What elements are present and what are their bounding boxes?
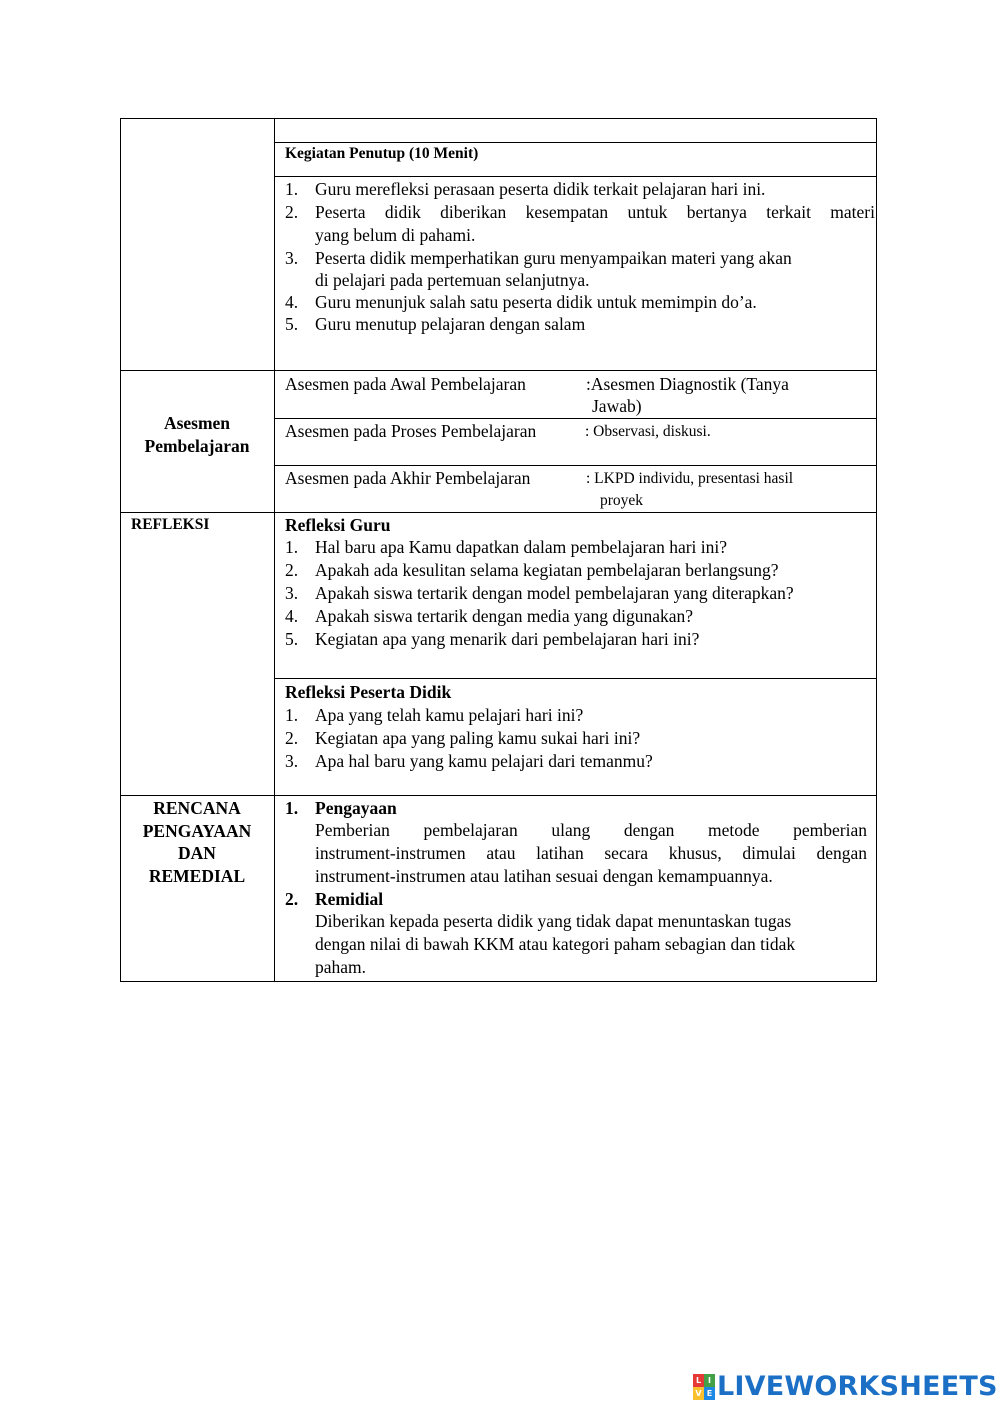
row-divider [274, 465, 877, 466]
row-divider [274, 678, 877, 679]
assessment-row-right: Jawab) [592, 396, 642, 416]
assessment-label-line: Asesmen [163, 413, 231, 433]
assessment-row-left: Asesmen pada Awal Pembelajaran [285, 374, 526, 394]
enrichment-text: instrument-instrumen atau latihan sesuai dengan kemampuannya. [315, 866, 773, 886]
assessment-row-right: :Asesmen Diagnostik (Tanya [586, 374, 789, 394]
teacher-reflection-item: Apakah siswa tertarik dengan model pembelajaran yang diterapkan? [315, 583, 794, 603]
assessment-row-right: : LKPD individu, presentasi hasil [586, 470, 794, 487]
teacher-reflection-item: Kegiatan apa yang menarik dari pembelajaran hari ini? [315, 629, 700, 649]
closing-item-text: Peserta didik diberikan kesempatan untuk bertanya terkait materi [315, 202, 875, 222]
logo-mark-letter: V [693, 1387, 704, 1400]
remedial-label-line: REMEDIAL [148, 865, 246, 886]
closing-item-text: Guru merefleksi perasaan peserta didik terkait pelajaran hari ini. [315, 179, 766, 199]
closing-item-text: di pelajari pada pertemuan selanjutnya. [315, 270, 590, 290]
logo-wordmark: LIVEWORKSHEETS [717, 1370, 998, 1402]
logo-mark-letter: L [693, 1374, 704, 1387]
assessment-row-left: Asesmen pada Proses Pembelajaran [285, 421, 537, 441]
remedial-label-line: DAN [178, 843, 216, 863]
closing-item-num: 1. [285, 179, 299, 199]
enrichment-text: instrument-instrumen atau latihan secara khusus, dimulai dengan [315, 843, 867, 863]
closing-item-text: Peserta didik memperhatikan guru menyampaikan materi yang akan [315, 248, 792, 268]
teacher-reflection-item: Apakah ada kesulitan selama kegiatan pembelajaran berlangsung? [315, 560, 779, 580]
logo-mark-letter: I [704, 1374, 715, 1387]
remedial-text: Diberikan kepada peserta didik yang tidak dapat menuntaskan tugas [315, 911, 792, 931]
enrichment-text: Pemberian pembelajaran ulang dengan metode pemberian [315, 820, 867, 840]
enrichment-num: 1. [285, 798, 299, 818]
reflection-label: REFLEKSI [131, 516, 210, 533]
remedial-text: paham. [315, 957, 367, 977]
teacher-reflection-num: 3. [285, 583, 299, 603]
row-divider [274, 418, 877, 419]
teacher-reflection-num: 5. [285, 629, 299, 649]
closing-item-num: 2. [285, 202, 299, 222]
student-reflection-item: Kegiatan apa yang paling kamu sukai hari ini? [315, 728, 641, 748]
liveworksheets-logo[interactable] [693, 1372, 998, 1402]
closing-item-num: 3. [285, 248, 299, 268]
closing-item-num: 5. [285, 314, 299, 334]
remedial-num: 2. [285, 889, 299, 909]
student-reflection-item: Apa hal baru yang kamu pelajari dari temanmu? [315, 751, 653, 771]
teacher-reflection-item: Apakah siswa tertarik dengan media yang digunakan? [315, 606, 694, 626]
logo-mark-icon [693, 1374, 715, 1400]
remedial-label-line: RENCANA [153, 798, 241, 818]
student-reflection-num: 3. [285, 751, 299, 771]
student-reflection-num: 2. [285, 728, 299, 748]
assessment-row-right: : Observasi, diskusi. [585, 423, 711, 440]
closing-item-text: Guru menunjuk salah satu peserta didik untuk memimpin do’a. [315, 292, 757, 312]
student-reflection-item: Apa yang telah kamu pelajari hari ini? [315, 705, 584, 725]
assessment-row-right: proyek [600, 492, 644, 509]
remedial-label-line: PENGAYAAN [142, 820, 252, 841]
logo-mark-letter: E [704, 1387, 715, 1400]
closing-item-text: Guru menutup pelajaran dengan salam [315, 314, 586, 334]
row-divider [274, 176, 877, 177]
student-reflection-title: Refleksi Peserta Didik [285, 682, 452, 702]
remedial-label [120, 797, 274, 887]
closing-title: Kegiatan Penutup (10 Menit) [285, 145, 479, 162]
teacher-reflection-title: Refleksi Guru [285, 515, 391, 535]
remedial-text: dengan nilai di bawah KKM atau kategori paham sebagian dan tidak [315, 934, 796, 954]
assessment-label-line: Pembelajaran [144, 435, 250, 456]
assessment-label [120, 412, 274, 457]
row-divider [120, 370, 877, 371]
remedial-title: Remidial [315, 889, 384, 909]
row-divider [120, 795, 877, 796]
closing-item-text: yang belum di pahami. [315, 225, 476, 245]
student-reflection-num: 1. [285, 705, 299, 725]
teacher-reflection-num: 2. [285, 560, 299, 580]
teacher-reflection-num: 4. [285, 606, 299, 626]
teacher-reflection-item: Hal baru apa Kamu dapatkan dalam pembelajaran hari ini? [315, 537, 728, 557]
closing-item-num: 4. [285, 292, 299, 312]
teacher-reflection-num: 1. [285, 537, 299, 557]
row-divider [120, 512, 877, 513]
enrichment-title: Pengayaan [315, 798, 397, 818]
assessment-row-left: Asesmen pada Akhir Pembelajaran [285, 468, 531, 488]
column-divider [274, 118, 275, 982]
